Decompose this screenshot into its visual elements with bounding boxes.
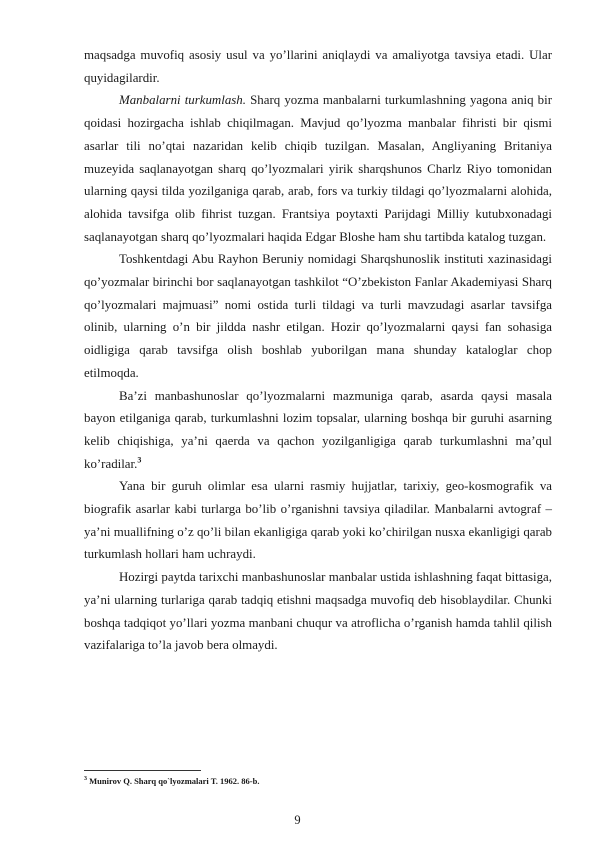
footnote-mark: 3: [84, 776, 87, 783]
paragraph-1: maqsadga muvofiq asosiy usul va yo’llarini aniqlaydi va amaliyotga tavsiya etadi. Ular quyidagilardir.: [84, 48, 552, 85]
footnote-reference[interactable]: 3: [137, 455, 142, 465]
paragraph-2-text: Sharq yozma manbalarni turkumlashning yagona aniq bir qoidasi hozirgacha ishlab chiqilmagan. Mavjud qo’lyozma manbalar fihristi bir qismi asarlar tili no’qtai nazaridan kelib chiqib tuzilgan. Masalan, Angliyaning Britaniya muzeyida saqlanayotgan sharq qo’lyozmalari yirik sharqshunos Charlz Riyo tomonidan ularning qaysi tilda yozilganiga qarab, arab, fors va turkiy tildagi qo’lyozmalarni alohida, alohida tavsifga olib fihrist tuzgan. Frantsiya poytaxti Parijdagi Milliy kutubxonadagi saqlanayotgan sharq qo’lyozmalari haqida Edgar Bloshe ham shu tartibda katalog tuzgan.: [84, 93, 552, 244]
paragraph-3: Toshkentdagi Abu Rayhon Beruniy nomidagi Sharqshunoslik instituti xazinasidagi qo’yozmalar birinchi bor saqlanayotgan tashkilot “O’zbekiston Fanlar Akademiyasi Sharq qo’lyozmalari majmuasi” nomi ostida turli tildagi va turli mavzudagi asarlar tavsifga olinib, ularning o’n bir jildda nashr etilgan. Hozir qo’lyozmalarni qaysi fan sohasiga oidligiga qarab tavsifga olish boshlab yuborilgan mana shunday kataloglar chop etilmoqda.: [84, 252, 552, 380]
page-number: 9: [294, 813, 301, 827]
page-body: [84, 44, 552, 657]
paragraph-2-lead: Manbalarni turkumlash.: [119, 93, 246, 108]
footnote-separator: [84, 770, 201, 771]
footnote: [84, 775, 259, 787]
paragraph-5: Yana bir guruh olimlar esa ularni rasmiy hujjatlar, tarixiy, geo-kosmografik va biografik asarlar kabi turlarga bo’lib o’rganishni tavsiya qiladilar. Manbalarni avtograf – ya’ni muallifning o’z qo’li bilan ekanligiga qarab yoki ko’chirilgan nusxa ekanligigi qarab turkumlash hollari ham uchraydi.: [84, 479, 552, 562]
paragraph-4-text: Ba’zi manbashunoslar qo’lyozmalarni mazmuniga qarab, asarda qaysi masala bayon etilganiga qarab, turkumlashni lozim topsalar, ularning boshqa bir guruhi asarning kelib chiqishiga, ya’ni qaerda va qachon yozilganligiga qarab turkumlashni ma’qul ko’radilar.: [84, 388, 552, 471]
paragraph-2: [84, 89, 552, 248]
footnote-text: Munirov Q. Sharq qo`lyozmalari T. 1962. 86-b.: [87, 776, 260, 786]
paragraph-4: [84, 385, 552, 476]
paragraph-6: Hozirgi paytda tarixchi manbashunoslar manbalar ustida ishlashning faqat bittasiga, ya’ni ularning turlariga qarab tadqiq etishni maqsadga muvofiq deb hisoblaydilar. Chunki boshqa tadqiqot yo’llari yozma manbani chuqur va atroflicha o’rganish hamda tahlil qilish vazifalariga to’la javob bera olmaydi.: [84, 570, 552, 653]
